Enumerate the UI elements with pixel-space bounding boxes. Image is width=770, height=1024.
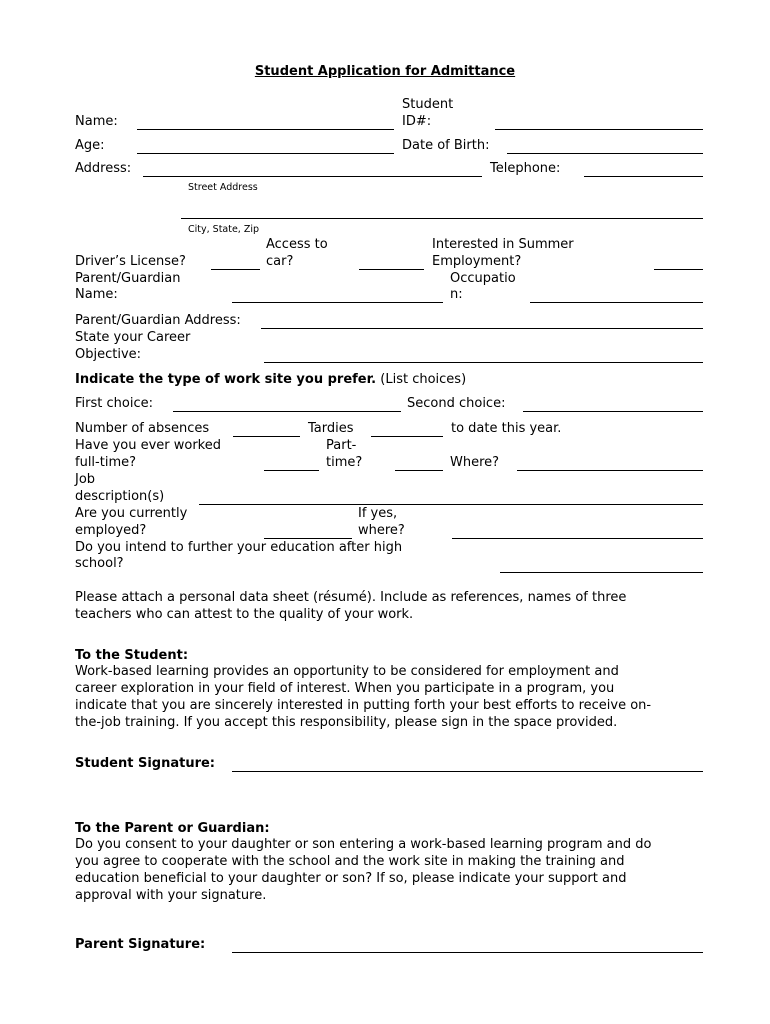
- age-label: Age:: [75, 138, 105, 153]
- second-choice-label: Second choice:: [407, 396, 506, 411]
- employer-location-field[interactable]: [452, 538, 703, 539]
- student-section-heading: To the Student:: [75, 648, 189, 663]
- parent-address-field[interactable]: [261, 328, 703, 329]
- telephone-field[interactable]: [584, 176, 703, 177]
- student-signature-field[interactable]: [232, 771, 703, 772]
- fulltime-label-line1: Have you ever worked: [75, 438, 221, 453]
- parent-section-body: [75, 836, 651, 904]
- job-description-label-line1: Job: [75, 472, 96, 487]
- second-choice-field[interactable]: [523, 411, 703, 412]
- further-education-field[interactable]: [500, 572, 703, 573]
- parent-body-line: Do you consent to your daughter or son entering a work-based learning program and do: [75, 837, 652, 852]
- job-description-label-line2: description(s): [75, 489, 165, 504]
- parent-name-label-line1: Parent/Guardian: [75, 271, 181, 286]
- dob-field[interactable]: [507, 153, 703, 154]
- work-site-heading-note: (List choices): [380, 372, 467, 387]
- street-address-caption: Street Address: [188, 182, 258, 193]
- fulltime-field[interactable]: [264, 470, 319, 471]
- first-choice-field[interactable]: [173, 411, 401, 412]
- parent-section-heading: To the Parent or Guardian:: [75, 821, 270, 836]
- work-site-heading-bold: Indicate the type of work site you prefer.: [75, 372, 377, 387]
- student-body-line: career exploration in your field of interest. When you participate in a program, you: [75, 681, 615, 696]
- parent-body-line: approval with your signature.: [75, 888, 267, 903]
- drivers-license-field[interactable]: [211, 269, 260, 270]
- student-signature-label: Student Signature:: [75, 756, 215, 771]
- age-field[interactable]: [137, 153, 394, 154]
- parttime-label-line2: time?: [326, 455, 363, 470]
- career-objective-label-line1: State your Career: [75, 330, 191, 345]
- where-label: Where?: [450, 455, 500, 470]
- parent-address-label: Parent/Guardian Address:: [75, 313, 241, 328]
- parent-name-label-line2: Name:: [75, 287, 118, 302]
- employed-label-line1: Are you currently: [75, 506, 188, 521]
- student-id-label-line2: ID#:: [402, 114, 432, 129]
- absences-label: Number of absences: [75, 421, 210, 436]
- drivers-license-label: Driver’s License?: [75, 254, 186, 269]
- name-label: Name:: [75, 114, 118, 129]
- work-site-heading: [75, 371, 466, 388]
- fulltime-label-line2: full-time?: [75, 455, 137, 470]
- access-car-field[interactable]: [359, 269, 424, 270]
- student-id-field[interactable]: [495, 129, 703, 130]
- dob-label: Date of Birth:: [402, 138, 490, 153]
- page-title: Student Application for Admittance: [254, 64, 516, 79]
- job-description-field[interactable]: [199, 504, 703, 505]
- career-objective-label-line2: Objective:: [75, 347, 142, 362]
- parttime-field[interactable]: [395, 470, 443, 471]
- student-section-body: [75, 663, 651, 731]
- if-yes-label-line1: If yes,: [358, 506, 398, 521]
- where-field[interactable]: [517, 470, 703, 471]
- summer-employment-label-line1: Interested in Summer: [432, 237, 574, 252]
- street-address-field[interactable]: [143, 176, 482, 177]
- occupation-label-line2: n:: [450, 287, 463, 302]
- student-body-line: indicate that you are sincerely interested in putting forth your best efforts to receive on-: [75, 698, 652, 713]
- resume-note-line: Please attach a personal data sheet (résumé). Include as references, names of three: [75, 590, 627, 605]
- access-car-label-line1: Access to: [266, 237, 328, 252]
- address-label: Address:: [75, 161, 132, 176]
- tardies-label: Tardies: [308, 421, 354, 436]
- further-education-label-line1: Do you intend to further your education after high: [75, 540, 403, 555]
- to-date-label: to date this year.: [451, 421, 562, 436]
- telephone-label: Telephone:: [490, 161, 561, 176]
- student-body-line: Work-based learning provides an opportunity to be considered for employment and: [75, 664, 619, 679]
- occupation-field[interactable]: [530, 302, 703, 303]
- if-yes-label-line2: where?: [358, 523, 405, 538]
- name-field[interactable]: [137, 129, 394, 130]
- parent-body-line: education beneficial to your daughter or son? If so, please indicate your support and: [75, 871, 627, 886]
- access-car-label-line2: car?: [266, 254, 294, 269]
- city-state-zip-caption: City, State, Zip: [188, 224, 260, 235]
- summer-employment-label-line2: Employment?: [432, 254, 522, 269]
- further-education-label-line2: school?: [75, 556, 124, 571]
- employed-label-line2: employed?: [75, 523, 147, 538]
- occupation-label-line1: Occupatio: [450, 271, 516, 286]
- tardies-field[interactable]: [371, 436, 443, 437]
- absences-field[interactable]: [233, 436, 300, 437]
- student-body-line: the-job training. If you accept this responsibility, please sign in the space provided.: [75, 715, 618, 730]
- summer-employment-field[interactable]: [654, 269, 703, 270]
- parttime-label-line1: Part-: [326, 438, 357, 453]
- first-choice-label: First choice:: [75, 396, 153, 411]
- parent-body-line: you agree to cooperate with the school and the work site in making the training and: [75, 854, 625, 869]
- city-state-zip-field[interactable]: [181, 218, 703, 219]
- student-id-label-line1: Student: [402, 97, 454, 112]
- resume-note: [75, 589, 626, 623]
- parent-name-field[interactable]: [232, 302, 443, 303]
- parent-signature-field[interactable]: [232, 952, 703, 953]
- parent-signature-label: Parent Signature:: [75, 937, 206, 952]
- career-objective-field[interactable]: [264, 362, 703, 363]
- resume-note-line: teachers who can attest to the quality of your work.: [75, 607, 414, 622]
